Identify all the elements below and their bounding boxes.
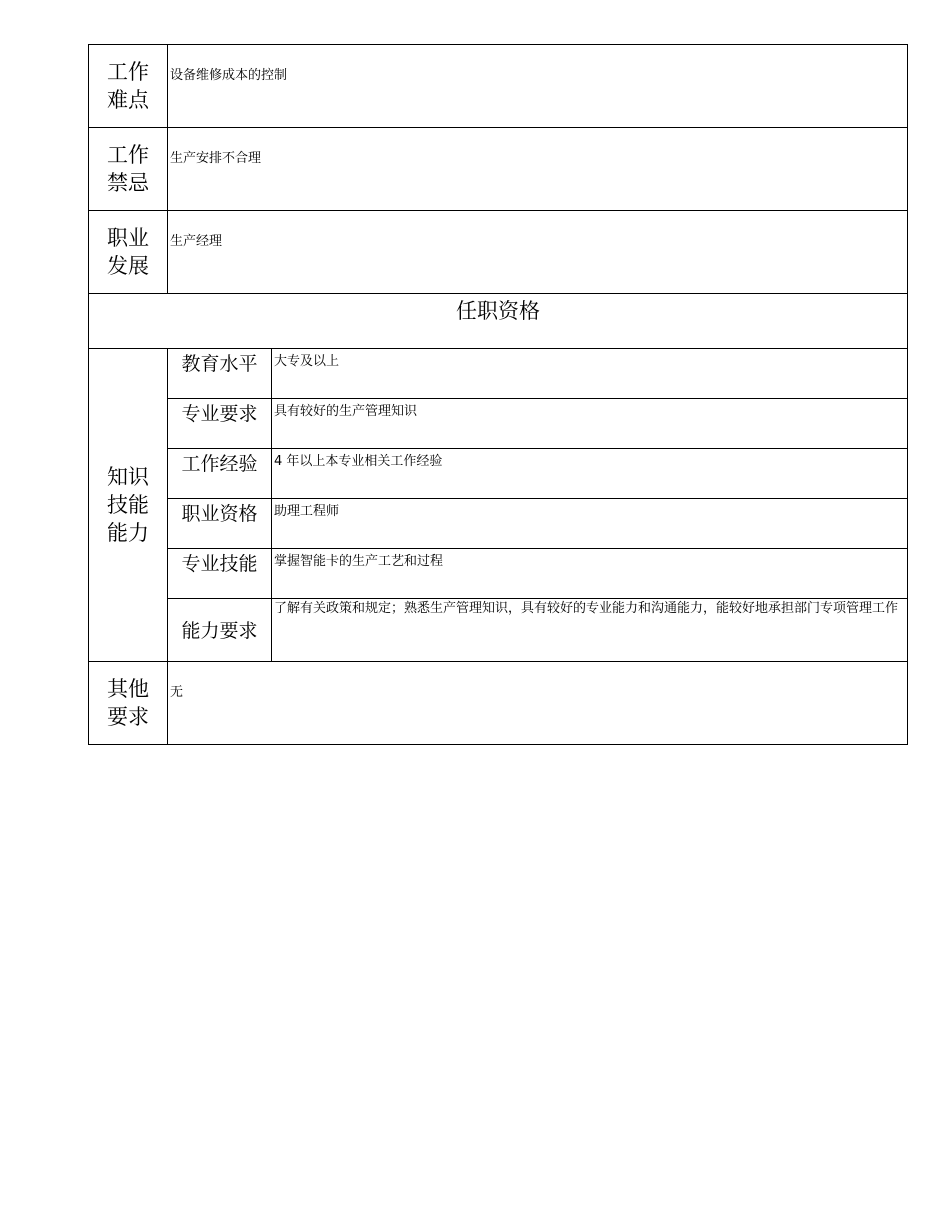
label-line: 能力 xyxy=(107,521,149,545)
value-other-requirements: 无 xyxy=(168,662,908,745)
value-skills: 掌握智能卡的生产工艺和过程 xyxy=(272,549,908,599)
sub-label-education: 教育水平 xyxy=(168,349,272,399)
value-work-taboo: 生产安排不合理 xyxy=(168,128,908,211)
row-skills xyxy=(89,549,908,599)
row-other-requirements xyxy=(89,662,908,745)
row-ability xyxy=(89,599,908,662)
label-line: 技能 xyxy=(107,493,149,517)
label-line: 其他 xyxy=(107,677,149,701)
value-certification: 助理工程师 xyxy=(272,499,908,549)
label-other-requirements xyxy=(89,662,168,745)
value-experience: 4 年以上本专业相关工作经验 xyxy=(272,449,908,499)
value-major: 具有较好的生产管理知识 xyxy=(272,399,908,449)
row-qualification-header xyxy=(89,294,908,349)
label-work-taboo xyxy=(89,128,168,211)
label-line: 难点 xyxy=(107,88,149,112)
label-line: 职业 xyxy=(107,226,149,250)
row-experience xyxy=(89,449,908,499)
row-work-difficulty xyxy=(89,45,908,128)
sub-label-ability: 能力要求 xyxy=(168,599,272,662)
label-line: 知识 xyxy=(107,465,149,489)
sub-label-skills: 专业技能 xyxy=(168,549,272,599)
row-work-taboo xyxy=(89,128,908,211)
row-major xyxy=(89,399,908,449)
sub-label-major: 专业要求 xyxy=(168,399,272,449)
value-education: 大专及以上 xyxy=(272,349,908,399)
row-certification xyxy=(89,499,908,549)
label-work-difficulty xyxy=(89,45,168,128)
job-description-sheet xyxy=(88,44,907,745)
value-ability: 了解有关政策和规定；熟悉生产管理知识，具有较好的专业能力和沟通能力，能较好地承担部门专项管理工作 xyxy=(272,599,908,662)
job-description-table xyxy=(88,44,908,745)
sub-label-experience: 工作经验 xyxy=(168,449,272,499)
label-career-development xyxy=(89,211,168,294)
section-title-qualification: 任职资格 xyxy=(89,294,908,349)
value-career-development: 生产经理 xyxy=(168,211,908,294)
value-work-difficulty: 设备维修成本的控制 xyxy=(168,45,908,128)
row-career-development xyxy=(89,211,908,294)
row-education xyxy=(89,349,908,399)
sub-label-certification: 职业资格 xyxy=(168,499,272,549)
label-line: 发展 xyxy=(107,254,149,278)
label-line: 工作 xyxy=(107,143,149,167)
label-line: 工作 xyxy=(107,60,149,84)
label-line: 要求 xyxy=(107,705,149,729)
label-knowledge-skills xyxy=(89,349,168,662)
label-line: 禁忌 xyxy=(107,171,149,195)
